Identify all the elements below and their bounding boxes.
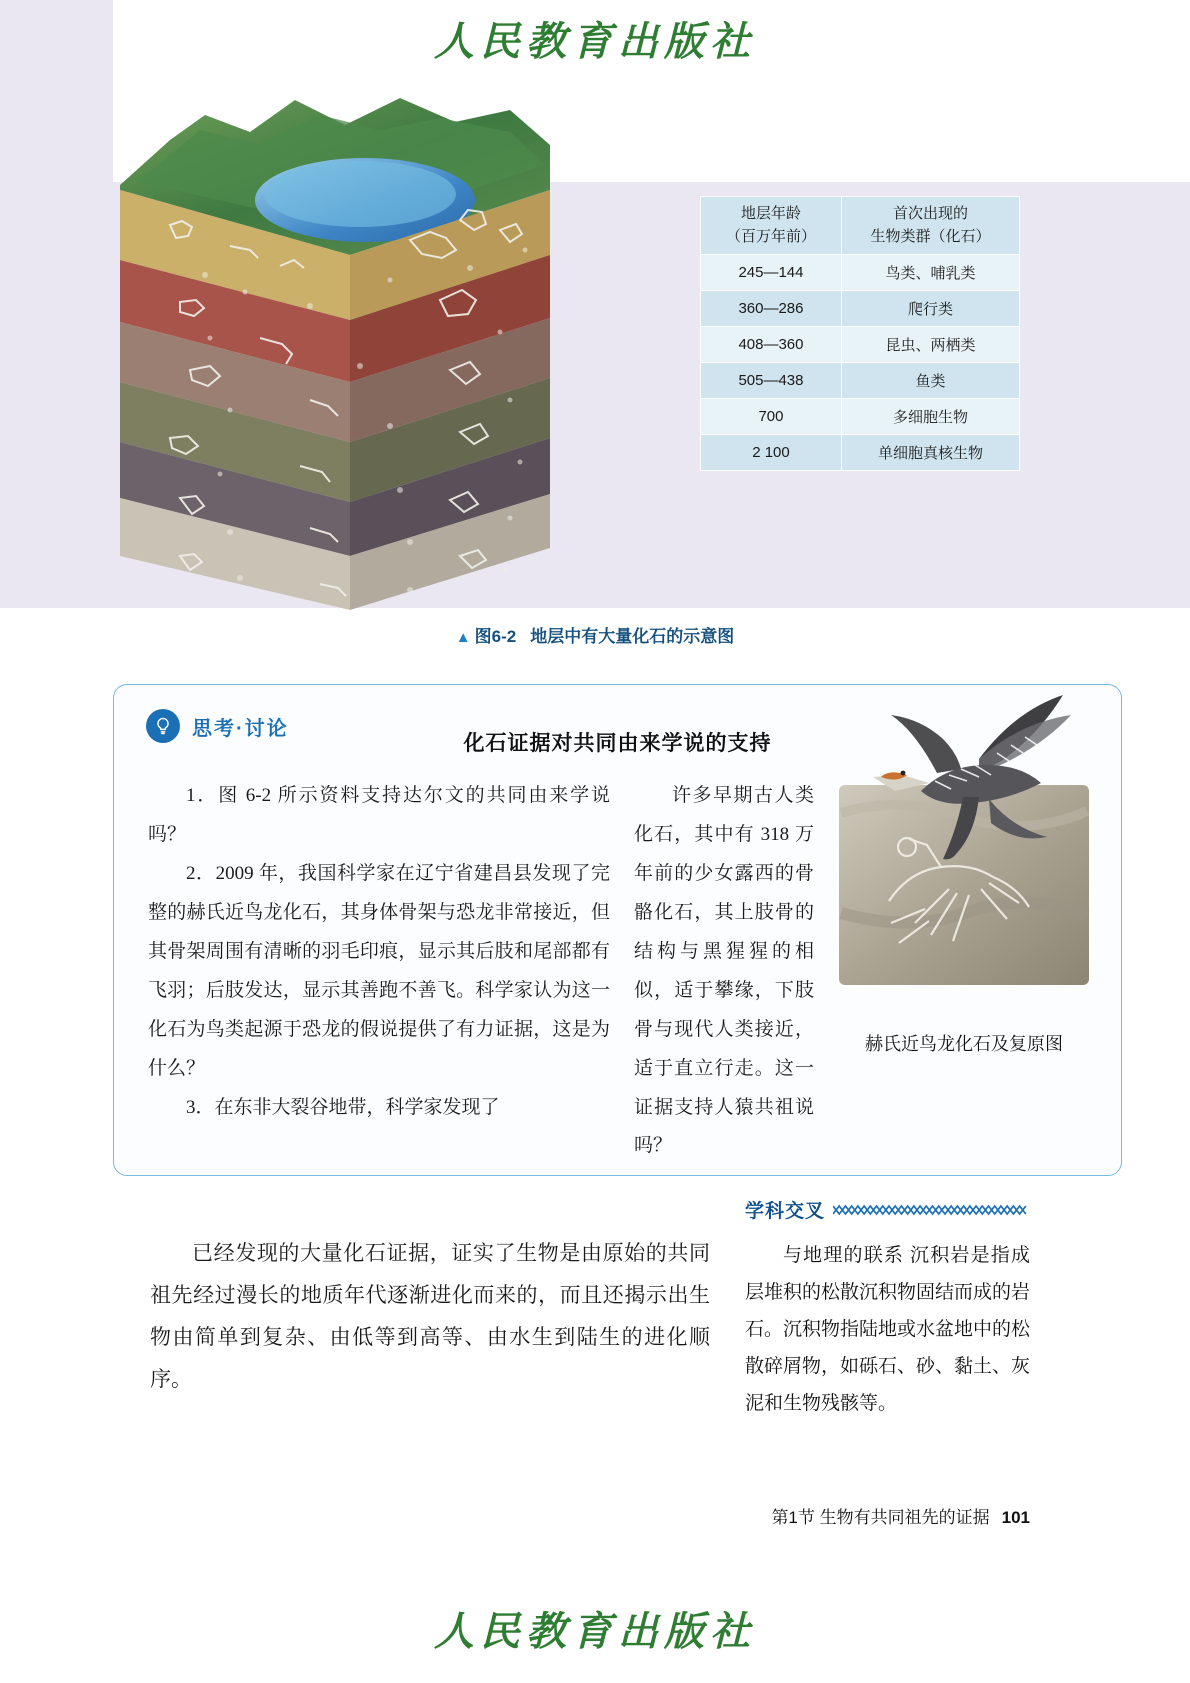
cell-age: 700 xyxy=(701,399,842,435)
sidebar-body xyxy=(745,1237,1030,1422)
table-row xyxy=(701,291,1020,327)
question-1: 1．图 6-2 所示资料支持达尔文的共同由来学说吗？ xyxy=(148,785,610,845)
geologic-strata-table xyxy=(700,196,1020,471)
publisher-logo-top: 人民教育出版社 xyxy=(434,19,756,64)
cell-group: 爬行类 xyxy=(841,291,1019,327)
question-2: 2．2009 年，我国科学家在辽宁省建昌县发现了完整的赫氏近鸟龙化石，其身体骨架与恐龙非常接近，但其骨架周围有清晰的羽毛印痕，显示其后肢和尾部都有飞羽；后肢发达，显示其善跑不善飞。科学家认为这一化石为鸟类起源于恐龙的假说提供了有力证据，这是为什么？ xyxy=(148,862,610,1079)
table-header-age xyxy=(701,197,842,255)
main-body-text xyxy=(150,1232,710,1400)
table-header-group-line1: 首次出现的 xyxy=(892,205,968,222)
sidebar-paragraph: 与地理的联系 沉积岩是指成层堆积的松散沉积物固结而成的岩石。沉积物指陆地或水盆地中的松散碎屑物，如砾石、砂、黏土、灰泥和生物残骸等。 xyxy=(745,1245,1031,1415)
cell-group: 多细胞生物 xyxy=(841,399,1019,435)
caption-text: 地层中有大量化石的示意图 xyxy=(530,627,735,646)
discussion-title: 化石证据对共同由来学说的支持 xyxy=(463,732,772,755)
sidebar-header xyxy=(745,1196,1030,1223)
cell-age: 245—144 xyxy=(701,255,842,291)
zigzag-divider-icon xyxy=(833,1203,1030,1217)
sidebar-title: 学科交叉 xyxy=(745,1201,826,1222)
table-row xyxy=(701,363,1020,399)
cell-age: 2 100 xyxy=(701,435,842,471)
table-row xyxy=(701,399,1020,435)
discussion-column-left xyxy=(148,777,610,1127)
cell-group: 单细胞真核生物 xyxy=(841,435,1019,471)
cell-age: 505—438 xyxy=(701,363,842,399)
figure-caption xyxy=(0,622,1190,647)
left-margin-band xyxy=(0,0,113,608)
publisher-logo-bottom: 人民教育出版社 xyxy=(434,1609,756,1654)
anchiornis-fossil-photo xyxy=(829,663,1099,1023)
table-header-row xyxy=(701,197,1020,255)
discussion-column-right xyxy=(634,777,814,1166)
table-header-age-line1: 地层年龄 xyxy=(740,205,801,222)
cell-age: 360—286 xyxy=(701,291,842,327)
discussion-box xyxy=(113,684,1122,1176)
cell-group: 鸟类、哺乳类 xyxy=(841,255,1019,291)
footer-section-title: 第1节 生物有共同祖先的证据 xyxy=(771,1508,990,1527)
footer-page-number: 101 xyxy=(1001,1508,1030,1527)
table-header-age-line2: （百万年前） xyxy=(725,227,816,245)
discussion-header-label: 思考·讨论 xyxy=(192,717,289,740)
table-header-group xyxy=(841,197,1019,255)
table-header-group-line2: 生物类群（化石） xyxy=(870,227,991,245)
main-paragraph: 已经发现的大量化石证据，证实了生物是由原始的共同祖先经过漫长的地质年代逐渐进化而来的，而且还揭示出生物由简单到复杂、由低等到高等、由水生到陆生的进化顺序。 xyxy=(150,1241,710,1391)
caption-triangle-icon: ▲ xyxy=(455,629,471,646)
table-row xyxy=(701,435,1020,471)
cell-group: 昆虫、两栖类 xyxy=(841,327,1019,363)
table-row xyxy=(701,255,1020,291)
caption-number: 图6-2 xyxy=(474,627,517,646)
cell-age: 408—360 xyxy=(701,327,842,363)
question-3-continued: 许多早期古人类化石，其中有 318 万年前的少女露西的骨骼化石，其上肢骨的结构与黑猩猩的相似，适于攀缘，下肢骨与现代人类接近，适于直立行走。这一证据支持人猿共祖说吗？ xyxy=(634,785,814,1157)
photo-caption: 赫氏近鸟龙化石及复原图 xyxy=(865,1034,1063,1054)
cell-group: 鱼类 xyxy=(841,363,1019,399)
strata-illustration xyxy=(110,70,580,610)
sidebar-interdisciplinary xyxy=(745,1196,1030,1422)
question-3: 3．在东非大裂谷地带，科学家发现了 xyxy=(186,1096,500,1118)
page-footer xyxy=(0,1503,1190,1528)
table-row xyxy=(701,327,1020,363)
